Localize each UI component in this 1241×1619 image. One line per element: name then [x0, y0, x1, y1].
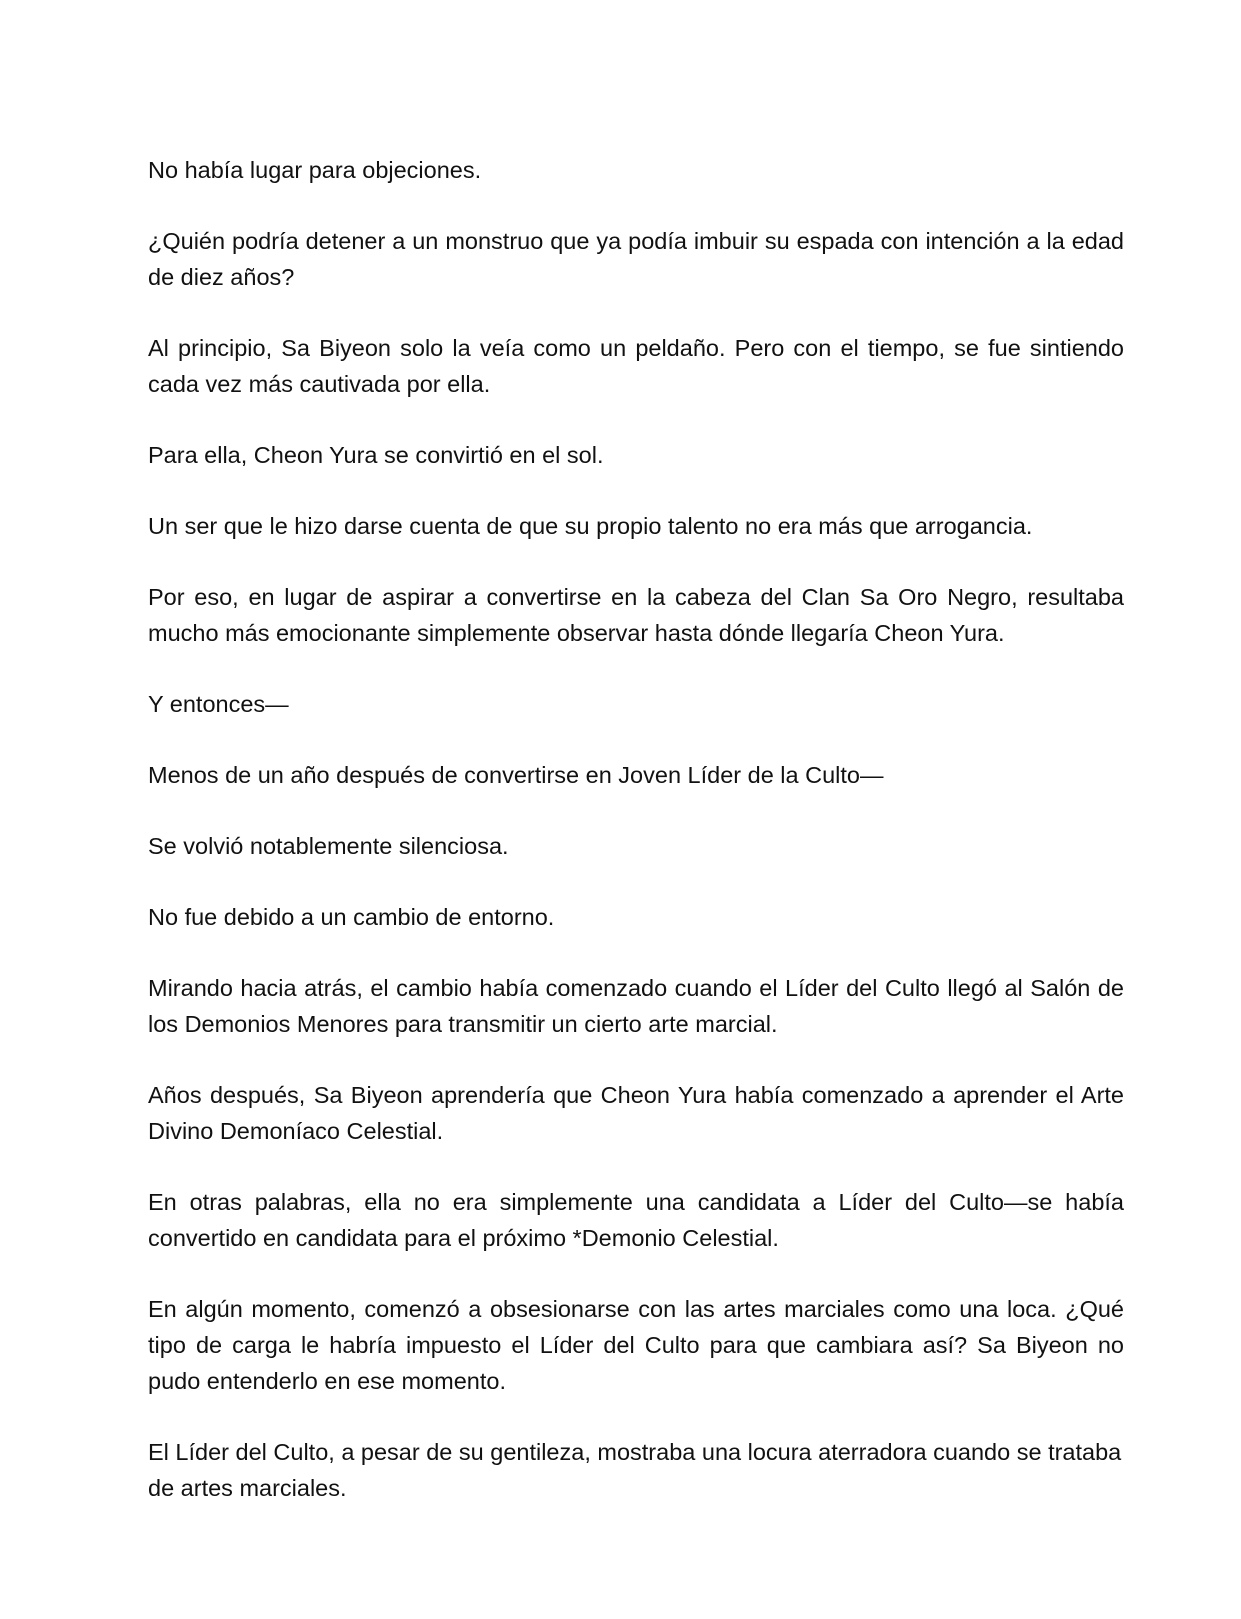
document-body — [148, 152, 1124, 1541]
paragraph-6: Por eso, en lugar de aspirar a convertirse en la cabeza del Clan Sa Oro Negro, resultaba mucho más emocionante simplemente observar hasta dónde llegaría Cheon Yura. — [148, 584, 1124, 646]
paragraph-8: Menos de un año después de convertirse en Joven Líder de la Culto— — [148, 762, 884, 788]
paragraph-9: Se volvió notablemente silenciosa. — [148, 833, 509, 859]
paragraph-11: Mirando hacia atrás, el cambio había comenzado cuando el Líder del Culto llegó al Salón de los Demonios Menores para transmitir un cierto arte marcial. — [148, 975, 1124, 1037]
paragraph-14: En algún momento, comenzó a obsesionarse con las artes marciales como una loca. ¿Qué tipo de carga le habría impuesto el Líder del Culto para que cambiara así? Sa Biyeon no pudo entenderlo en ese momento. — [148, 1296, 1124, 1394]
paragraph-3: Al principio, Sa Biyeon solo la veía como un peldaño. Pero con el tiempo, se fue sintiendo cada vez más cautivada por ella. — [148, 335, 1124, 397]
paragraph-13: En otras palabras, ella no era simplemente una candidata a Líder del Culto—se había convertido en candidata para el próximo *Demonio Celestial. — [148, 1189, 1124, 1251]
paragraph-4: Para ella, Cheon Yura se convirtió en el sol. — [148, 442, 604, 468]
paragraph-10: No fue debido a un cambio de entorno. — [148, 904, 555, 930]
paragraph-7: Y entonces— — [148, 691, 289, 717]
paragraph-2: ¿Quién podría detener a un monstruo que ya podía imbuir su espada con intención a la edad de diez años? — [148, 228, 1124, 290]
paragraph-5: Un ser que le hizo darse cuenta de que su propio talento no era más que arrogancia. — [148, 513, 1033, 539]
paragraph-15: El Líder del Culto, a pesar de su gentileza, mostraba una locura aterradora cuando se trataba de artes marciales. — [148, 1439, 1122, 1501]
paragraph-12: Años después, Sa Biyeon aprendería que Cheon Yura había comenzado a aprender el Arte Divino Demoníaco Celestial. — [148, 1082, 1124, 1144]
paragraph-1: No había lugar para objeciones. — [148, 157, 482, 183]
